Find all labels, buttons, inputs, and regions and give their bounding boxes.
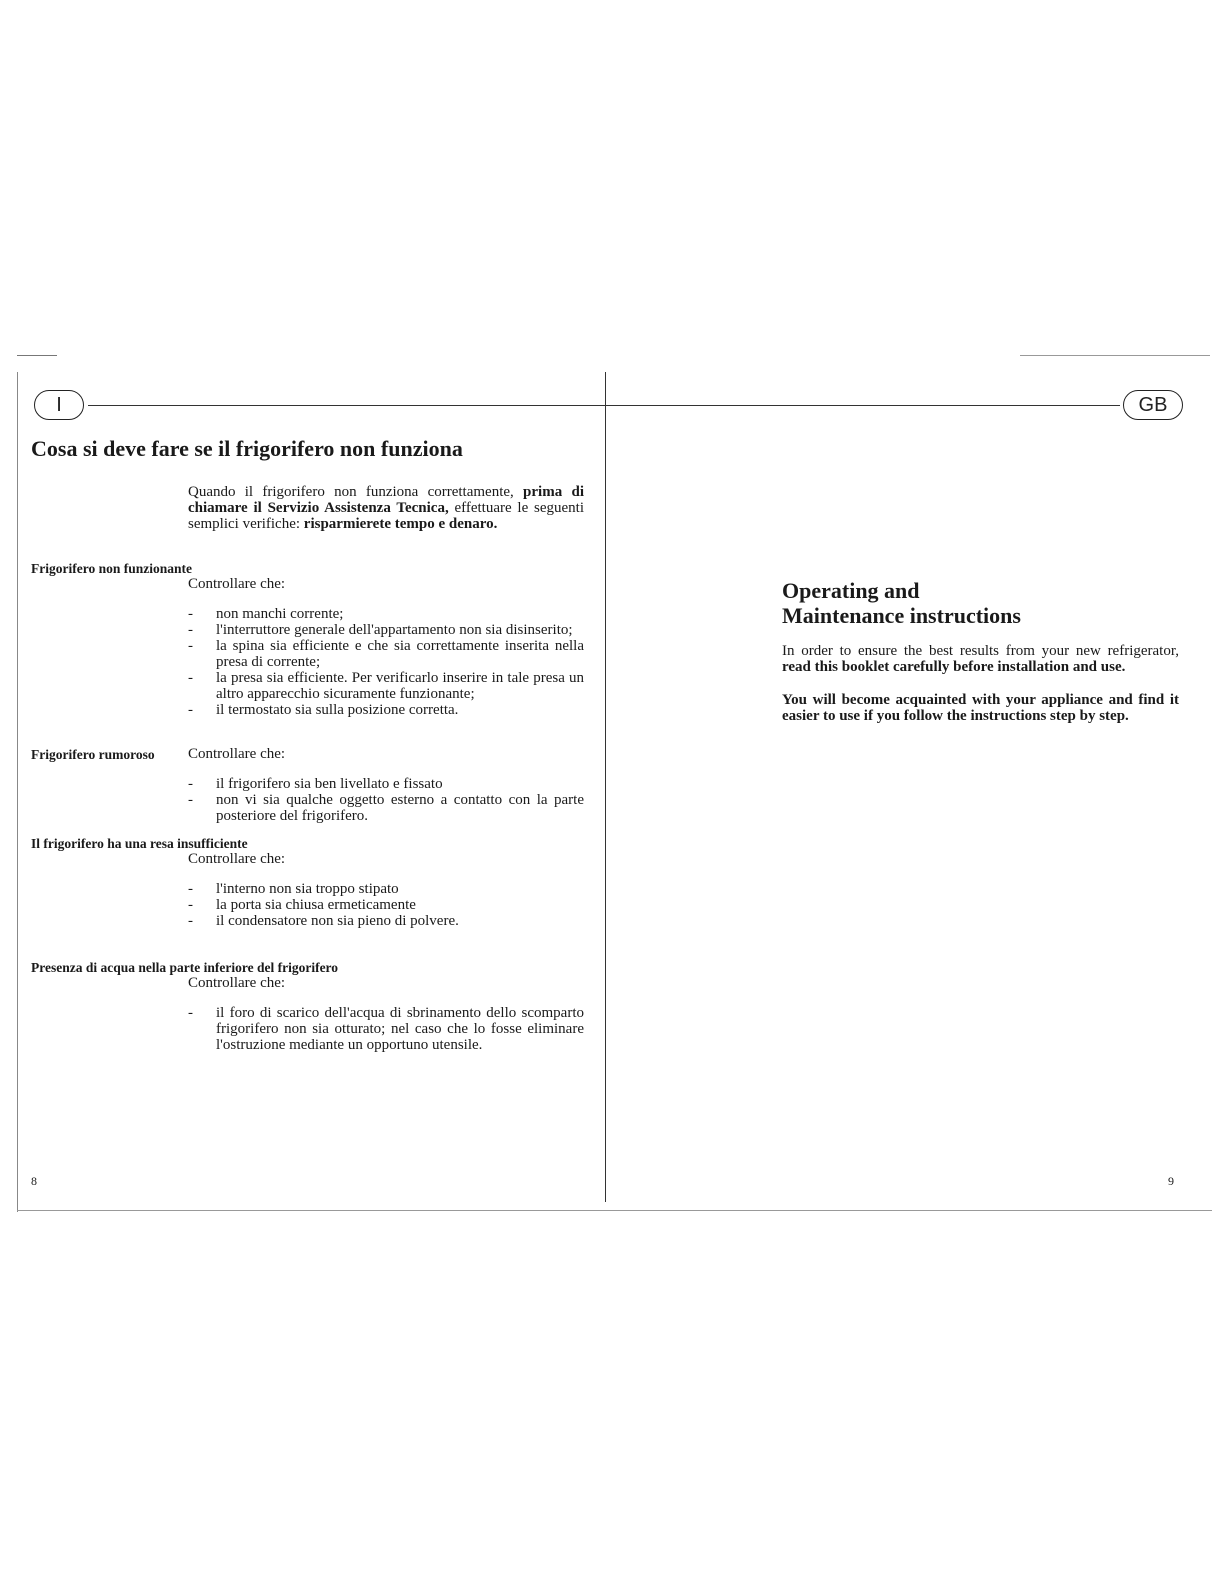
list-item: - il termostato sia sulla posizione corretta. xyxy=(188,702,459,718)
list-item: - il condensatore non sia pieno di polvere. xyxy=(188,913,459,929)
intro-text-2: effettuare le seguenti semplici verifiche: xyxy=(188,500,584,532)
checklist-not-working xyxy=(188,606,584,718)
list-item: - la spina sia efficiente e che sia correttamente inserita nella presa di corrente; xyxy=(188,638,584,670)
acquaint-paragraph-english xyxy=(782,692,1179,724)
acquaint-bold-english: You will become acquainted with your appliance and find it easier to use if you follow the instructions step by step. xyxy=(782,692,1179,724)
page-number-left: 8 xyxy=(31,1174,37,1188)
intro-paragraph-italian xyxy=(188,484,584,532)
bottom-edge-line xyxy=(17,1210,1212,1211)
list-item: - la presa sia efficiente. Per verificarlo inserire in tale presa un altro apparecchio sicuramente funzionante; xyxy=(188,670,584,702)
language-badge-english: GB xyxy=(1123,390,1183,420)
list-item: - il foro di scarico dell'acqua di sbrinamento dello scomparto frigorifero non sia otturato; nel caso che lo fosse eliminare l'ostruzione mediante un opportuno utensile. xyxy=(188,1005,584,1053)
center-fold-line xyxy=(605,372,606,1202)
intro-paragraph-english xyxy=(782,643,1179,675)
list-item: - non vi sia qualche oggetto esterno a contatto con la parte posteriore del frigorifero. xyxy=(188,792,584,824)
section-heading-water: Presenza di acqua nella parte inferiore del frigorifero xyxy=(31,960,339,975)
section-heading-noisy: Frigorifero rumoroso xyxy=(31,747,155,762)
list-item: - il frigorifero sia ben livellato e fissato xyxy=(188,776,443,792)
list-item: - l'interno non sia troppo stipato xyxy=(188,881,399,897)
checklist-noisy xyxy=(188,776,584,824)
intro-text-english: In order to ensure the best results from your new refrigerator, xyxy=(782,643,1179,659)
checklist-insufficient xyxy=(188,881,584,929)
left-page-top-rule xyxy=(88,405,606,406)
right-page-top-rule xyxy=(606,405,1120,406)
page-number-right: 9 xyxy=(1168,1174,1174,1188)
section-lead-noisy: Controllare che: xyxy=(188,746,286,762)
top-right-edge-mark xyxy=(1020,355,1210,356)
section-lead-insufficient: Controllare che: xyxy=(188,851,286,867)
intro-text-1: Quando il frigorifero non funziona correttamente, xyxy=(188,484,524,500)
top-left-edge-mark xyxy=(17,355,57,356)
title-line-1: Operating and xyxy=(782,578,920,603)
section-heading-insufficient: Il frigorifero ha una resa insufficiente xyxy=(31,836,248,851)
intro-bold-english: read this booklet carefully before installation and use. xyxy=(782,659,1126,675)
checklist-water xyxy=(188,1005,584,1053)
intro-bold-1: prima di chiamare il Servizio Assistenza Tecnica, xyxy=(188,484,584,516)
page-title-italian: Cosa si deve fare se il frigorifero non funziona xyxy=(31,436,463,461)
list-item: - l'interruttore generale dell'appartamento non sia disinserito; xyxy=(188,622,573,638)
list-item: - non manchi corrente; xyxy=(188,606,344,622)
intro-bold-2: risparmierete tempo e denaro. xyxy=(303,516,498,532)
list-item: - la porta sia chiusa ermeticamente xyxy=(188,897,416,913)
section-lead-not-working: Controllare che: xyxy=(188,576,286,592)
language-badge-italian: I xyxy=(34,390,84,420)
left-edge-line xyxy=(17,372,18,1212)
page-title-english xyxy=(782,578,1182,628)
title-line-2: Maintenance instructions xyxy=(782,603,1021,628)
section-heading-not-working: Frigorifero non funzionante xyxy=(31,561,192,576)
section-lead-water: Controllare che: xyxy=(188,975,286,991)
